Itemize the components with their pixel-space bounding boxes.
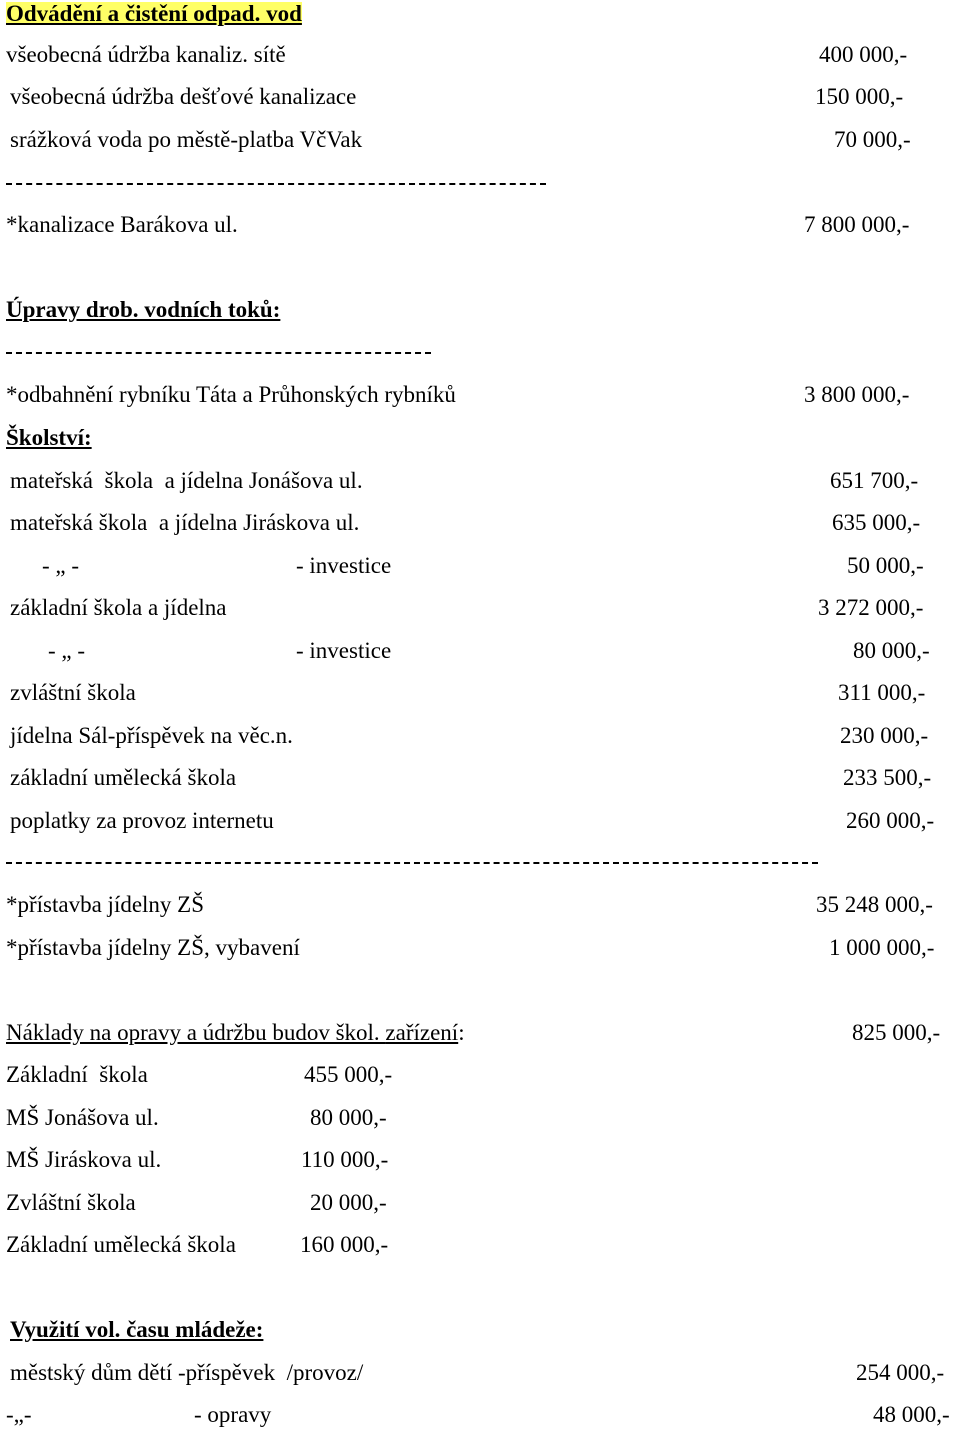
item-label: - „ - <box>42 553 80 578</box>
maintenance-item-amount: 160 000,- <box>300 1232 389 1257</box>
item-label: -„- <box>6 1402 32 1427</box>
maintenance-title-colon: : <box>458 1020 465 1045</box>
item-label: všeobecná údržba dešťové kanalizace <box>10 84 357 109</box>
item-label: mateřská škola a jídelna Jiráskova ul. <box>10 510 360 535</box>
investment-label: *odbahnění rybníku Táta a Průhonských rybníků <box>6 382 456 407</box>
maintenance-title-part2: zařízení <box>385 1020 459 1045</box>
item-label: srážková voda po městě-platba VčVak <box>10 127 363 152</box>
item-label: jídelna Sál-příspěvek na věc.n. <box>10 723 293 748</box>
investment-label: *přístavba jídelny ZŠ <box>6 892 205 917</box>
item-label: městský dům dětí -příspěvek /provoz/ <box>10 1360 364 1385</box>
dashed-divider <box>6 352 431 354</box>
item-sublabel: - investice <box>296 638 392 663</box>
dashed-divider <box>6 862 818 864</box>
section-heading-upravy: Úpravy drob. vodních toků: <box>6 297 281 322</box>
maintenance-title-part1: Náklady na opravy a údržbu budov škol. <box>6 1020 386 1045</box>
investment-amount: 3 800 000,- <box>804 382 910 407</box>
section-heading-volny-cas: Využití vol. času mládeže: <box>10 1317 264 1342</box>
item-amount: 50 000,- <box>847 553 924 578</box>
maintenance-item-label: Základní škola <box>6 1062 148 1087</box>
maintenance-item-amount: 80 000,- <box>310 1105 387 1130</box>
maintenance-total: 825 000,- <box>852 1020 941 1045</box>
item-amount: 80 000,- <box>853 638 930 663</box>
dashed-divider <box>6 183 546 185</box>
item-amount: 651 700,- <box>830 468 919 493</box>
maintenance-item-label: MŠ Jonášova ul. <box>6 1105 159 1130</box>
investment-amount: 35 248 000,- <box>816 892 933 917</box>
item-label: poplatky za provoz internetu <box>10 808 274 833</box>
maintenance-item-label: Zvláštní škola <box>6 1190 136 1215</box>
item-label: - „ - <box>48 638 86 663</box>
section-heading-odvadeni: Odvádění a čistění odpad. vod <box>6 1 302 26</box>
item-amount: 260 000,- <box>846 808 935 833</box>
investment-amount: 7 800 000,- <box>804 212 910 237</box>
maintenance-item-amount: 20 000,- <box>310 1190 387 1215</box>
item-amount: 48 000,- <box>873 1402 950 1427</box>
item-amount: 230 000,- <box>840 723 929 748</box>
maintenance-item-amount: 455 000,- <box>304 1062 393 1087</box>
section-heading-skolstvi: Školství: <box>6 425 92 450</box>
item-amount: 70 000,- <box>834 127 911 152</box>
item-amount: 311 000,- <box>838 680 926 705</box>
item-label: zvláštní škola <box>10 680 136 705</box>
item-amount: 150 000,- <box>815 84 904 109</box>
item-amount: 3 272 000,- <box>818 595 924 620</box>
maintenance-item-amount: 110 000,- <box>301 1147 389 1172</box>
item-label: mateřská škola a jídelna Jonášova ul. <box>10 468 363 493</box>
maintenance-title <box>6 1021 465 1044</box>
investment-label: *přístavba jídelny ZŠ, vybavení <box>6 935 300 960</box>
item-sublabel: - investice <box>296 553 392 578</box>
investment-label: *kanalizace Barákova ul. <box>6 212 238 237</box>
maintenance-item-label: Základní umělecká škola <box>6 1232 236 1257</box>
investment-amount: 1 000 000,- <box>829 935 935 960</box>
item-label: základní škola a jídelna <box>10 595 227 620</box>
item-amount: 635 000,- <box>832 510 921 535</box>
item-label: základní umělecká škola <box>10 765 237 790</box>
item-label: všeobecná údržba kanaliz. sítě <box>6 42 286 67</box>
item-amount: 400 000,- <box>819 42 908 67</box>
item-amount: 254 000,- <box>856 1360 945 1385</box>
item-sublabel: - opravy <box>194 1402 272 1427</box>
item-amount: 233 500,- <box>843 765 932 790</box>
maintenance-item-label: MŠ Jiráskova ul. <box>6 1147 162 1172</box>
